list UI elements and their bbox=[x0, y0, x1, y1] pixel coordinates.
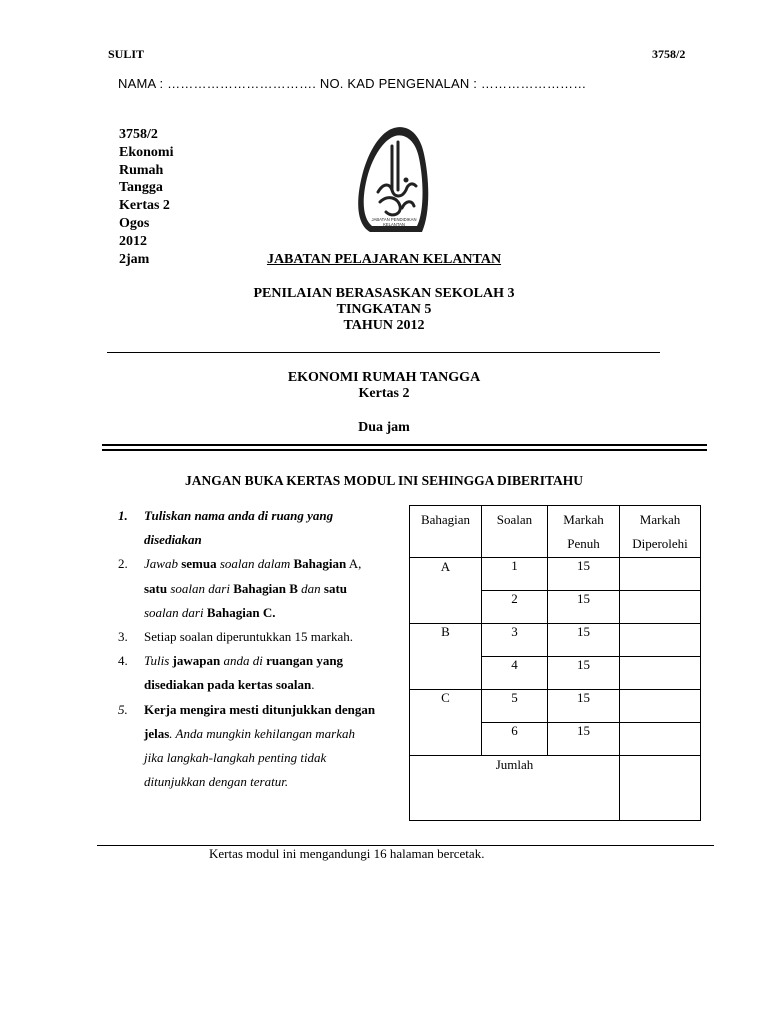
question-cell: 1 bbox=[482, 558, 548, 591]
header-soalan: Soalan bbox=[482, 506, 548, 558]
department-title: JABATAN PELAJARAN KELANTAN bbox=[266, 252, 502, 267]
paper-code: 3758/2 bbox=[652, 47, 686, 61]
name-id-line: NAMA : ……………………………. NO. KAD PENGENALAN : …………………… bbox=[118, 76, 587, 91]
duration-label: Dua jam bbox=[358, 420, 410, 435]
paper-number: Kertas 2 bbox=[358, 386, 410, 401]
year-label: TAHUN 2012 bbox=[343, 318, 425, 333]
double-divider-top bbox=[102, 444, 707, 446]
instruction-1: 1. Tuliskan nama anda di ruang yang disediakan bbox=[118, 508, 334, 548]
subject-title bbox=[0, 370, 768, 402]
full-marks-cell: 15 bbox=[548, 690, 620, 723]
confidential-label: SULIT bbox=[108, 47, 145, 61]
instructions-list bbox=[118, 504, 408, 794]
full-marks-cell: 15 bbox=[548, 723, 620, 756]
divider bbox=[107, 352, 660, 353]
marks-table bbox=[409, 505, 701, 821]
paper-details bbox=[119, 126, 173, 268]
table-row bbox=[410, 624, 701, 657]
instruction-3: 3. Setiap soalan diperuntukkan 15 markah. bbox=[118, 629, 354, 645]
header-markah-diperolehi: Markah Diperolehi bbox=[620, 506, 701, 558]
question-cell: 3 bbox=[482, 624, 548, 657]
total-marks-cell[interactable] bbox=[620, 756, 701, 821]
paper-detail-code: 3758/2 bbox=[119, 127, 158, 142]
assessment-title bbox=[0, 286, 768, 334]
obtained-marks-cell[interactable] bbox=[620, 723, 701, 756]
page-count-note: Kertas modul ini mengandungi 16 halaman bercetak. bbox=[209, 846, 485, 861]
section-cell: B bbox=[410, 624, 482, 690]
table-row bbox=[410, 558, 701, 591]
instruction-2: 2. Jawab semua soalan dalam Bahagian A, satu soalan dari Bahagian B dan satu soalan dari Bahagian C. bbox=[118, 556, 362, 620]
jabatan-logo-icon bbox=[350, 120, 434, 248]
obtained-marks-cell[interactable] bbox=[620, 624, 701, 657]
table-row bbox=[410, 690, 701, 723]
obtained-marks-cell[interactable] bbox=[620, 690, 701, 723]
paper-detail-subject-1: Ekonomi bbox=[119, 144, 174, 160]
obtained-marks-cell[interactable] bbox=[620, 657, 701, 690]
total-label: Jumlah bbox=[410, 756, 620, 821]
section-cell: A bbox=[410, 558, 482, 624]
instruction-4: 4. Tulis jawapan anda di ruangan yang disediakan pada kertas soalan. bbox=[118, 653, 344, 693]
full-marks-cell: 15 bbox=[548, 558, 620, 591]
paper-detail-subject-2: Rumah bbox=[119, 162, 164, 178]
question-cell: 2 bbox=[482, 591, 548, 624]
subject-name: EKONOMI RUMAH TANGGA bbox=[287, 370, 481, 385]
paper-detail-month: Ogos bbox=[119, 215, 150, 231]
logo-lettering: JABATAN PENDIDIKAN bbox=[371, 217, 417, 222]
section-cell: C bbox=[410, 690, 482, 756]
question-cell: 4 bbox=[482, 657, 548, 690]
paper-detail-subject-3: Tangga bbox=[119, 180, 163, 196]
form-level: TINGKATAN 5 bbox=[336, 302, 432, 317]
paper-detail-year: 2012 bbox=[119, 233, 147, 249]
paper-detail-paper: Kertas 2 bbox=[119, 198, 170, 214]
paper-detail-duration: 2jam bbox=[119, 251, 150, 267]
do-not-open-warning: JANGAN BUKA KERTAS MODUL INI SEHINGGA DIBERITAHU bbox=[184, 473, 584, 488]
full-marks-cell: 15 bbox=[548, 591, 620, 624]
instruction-5: 5. Kerja mengira mesti ditunjukkan dengan jelas. Anda mungkin kehilangan markah jika langkah-langkah penting tidak ditunjukkan dengan teratur. bbox=[118, 701, 376, 790]
header-bahagian: Bahagian bbox=[410, 506, 482, 558]
question-cell: 6 bbox=[482, 723, 548, 756]
question-cell: 5 bbox=[482, 690, 548, 723]
logo-lettering-2: KELANTAN bbox=[383, 222, 405, 227]
assessment-name: PENILAIAN BERASASKAN SEKOLAH 3 bbox=[253, 286, 515, 301]
full-marks-cell: 15 bbox=[548, 624, 620, 657]
double-divider-bottom bbox=[102, 449, 707, 451]
obtained-marks-cell[interactable] bbox=[620, 591, 701, 624]
total-row bbox=[410, 756, 701, 821]
obtained-marks-cell[interactable] bbox=[620, 558, 701, 591]
table-header-row bbox=[410, 506, 701, 558]
header-markah-penuh: Markah Penuh bbox=[548, 506, 620, 558]
full-marks-cell: 15 bbox=[548, 657, 620, 690]
